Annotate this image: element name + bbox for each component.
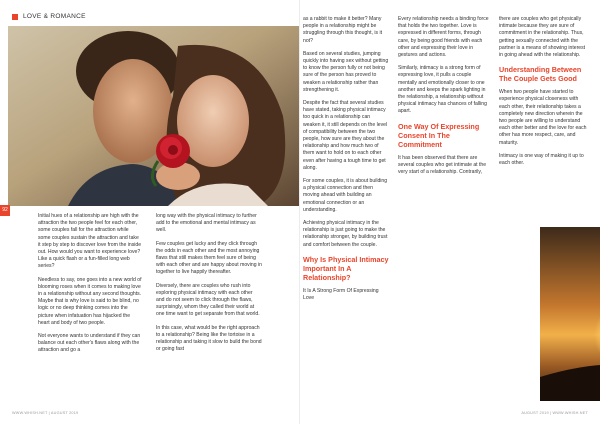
paragraph: Not everyone wants to understand if they can balance out each other's flaws along with the attraction and go a [38,333,141,354]
paragraph: long way with the physical intimacy to further add to the emotional and mental intimacy as well. [156,213,257,234]
text-column-5 [499,16,589,167]
sunset-photo [540,227,600,401]
paragraph: When two people have started to experience physical closeness with each other, their relationship takes a completely new direction wherein the two people are willing to understand each other better and the love for each other has more respect, care, and maturity. [499,89,587,146]
couple-photo [8,26,300,206]
section-header [12,13,86,20]
paragraph: It has been observed that there are several couples who get intimate at the very start of a relationship. Contrarily, [398,154,487,176]
paragraph: as a rabbit to make it better? Many people in a relationship might be struggling through this thought, is it not? [303,16,383,44]
right-page [300,0,600,424]
section-marker [12,14,18,20]
paragraph: Intimacy is one way of making it up to each other. [499,152,584,167]
paragraph: Initial hues of a relationship are high with the attraction the two people feel for each other, some couples fall for the attraction while some couples sustain the attraction and take it step by step to discover love from the inside out. How would you want to experience love? Like a quick flash or a fun-filled long web series? [38,213,142,270]
text-column-4 [398,16,490,176]
subheading: One Way Of Expressing Consent In The Commitment [398,121,480,149]
paragraph: For some couples, it is about building a physical connection and then moving ahead with building an emotional connection or an understanding. [303,178,388,213]
subheading: Why Is Physical Intimacy Important In A Relationship? [303,254,389,282]
footer-left: WWW.WHISH.NET | AUGUST 2019 [12,411,79,415]
paragraph: Achieving physical intimacy in the relationship is just going to make the relationship stronger, by building trust and comfort between the couple. [303,220,388,248]
paragraph: In this case, what would be the right approach to a relationship? Being like the tortoise in a relationship and taking it slow to build the bond or going fast [156,324,262,353]
paragraph: Few couples get lucky and they click through the odds in each other and the most annoying flaws that still makes them feel sure of being with each other and are happy about moving in together to live happily thereafter. [156,240,262,276]
page-number: 92 [0,205,10,216]
paragraph: It Is A Strong Form Of Expressing Love [303,287,379,302]
paragraph: Despite the fact that several studies have stated, taking physical intimacy too quick in a relationship can weaken it, it still depends on the level of compatibility between the two people, how sure are they about the relationship and how much two of them want to hold on to each other even after having a tough time to get along. [303,100,388,171]
text-column-2 [156,213,262,353]
paragraph: Based on several studies, jumping quickly into having sex without getting to know the person fully or not being sure of the person has proved to weaken a relationship rather than strengthening it. [303,50,389,93]
paragraph: Diversely, there are couples who rush into exploring physical intimacy with each other and do not seem to click through the flaws, surprisingly, whom they called their world at one time want to get separate from that world. [156,282,260,318]
paragraph: Every relationship needs a binding force that holds the two together. Love is expressed in different forms, through care, by being good friends with each other and expressing their love in gestures and actions. [398,16,489,59]
paragraph: Similarly, intimacy is a strong form of expressing love, it pulls a couple mentally and emotionally closer to one another and keeps the spark lighting in the relationship, a relationship without physical intimacy has chances of falling apart. [398,65,487,115]
text-column-3 [303,16,389,302]
footer-right: AUGUST 2019 | WWW.WHISH.NET [521,411,588,415]
text-column-1 [38,213,142,355]
paragraph: Needless to say, one goes into a new world of blooming roses when it comes to making love in a relationship without any second thoughts. Maybe that is why love is said to be blind, no logic or no deep thinking comes into the picture when infatuation has hijacked the heart and body of two people. [38,276,142,326]
paragraph: there are couples who get physically intimate because they are sure of commitment in the relationship. Thus, getting sexually connected with the partner is a means of showing interest in going ahead with the relationship. [499,16,586,59]
subheading: Understanding Between The Couple Gets Good [499,65,582,84]
section-title: LOVE & ROMANCE [23,13,86,20]
